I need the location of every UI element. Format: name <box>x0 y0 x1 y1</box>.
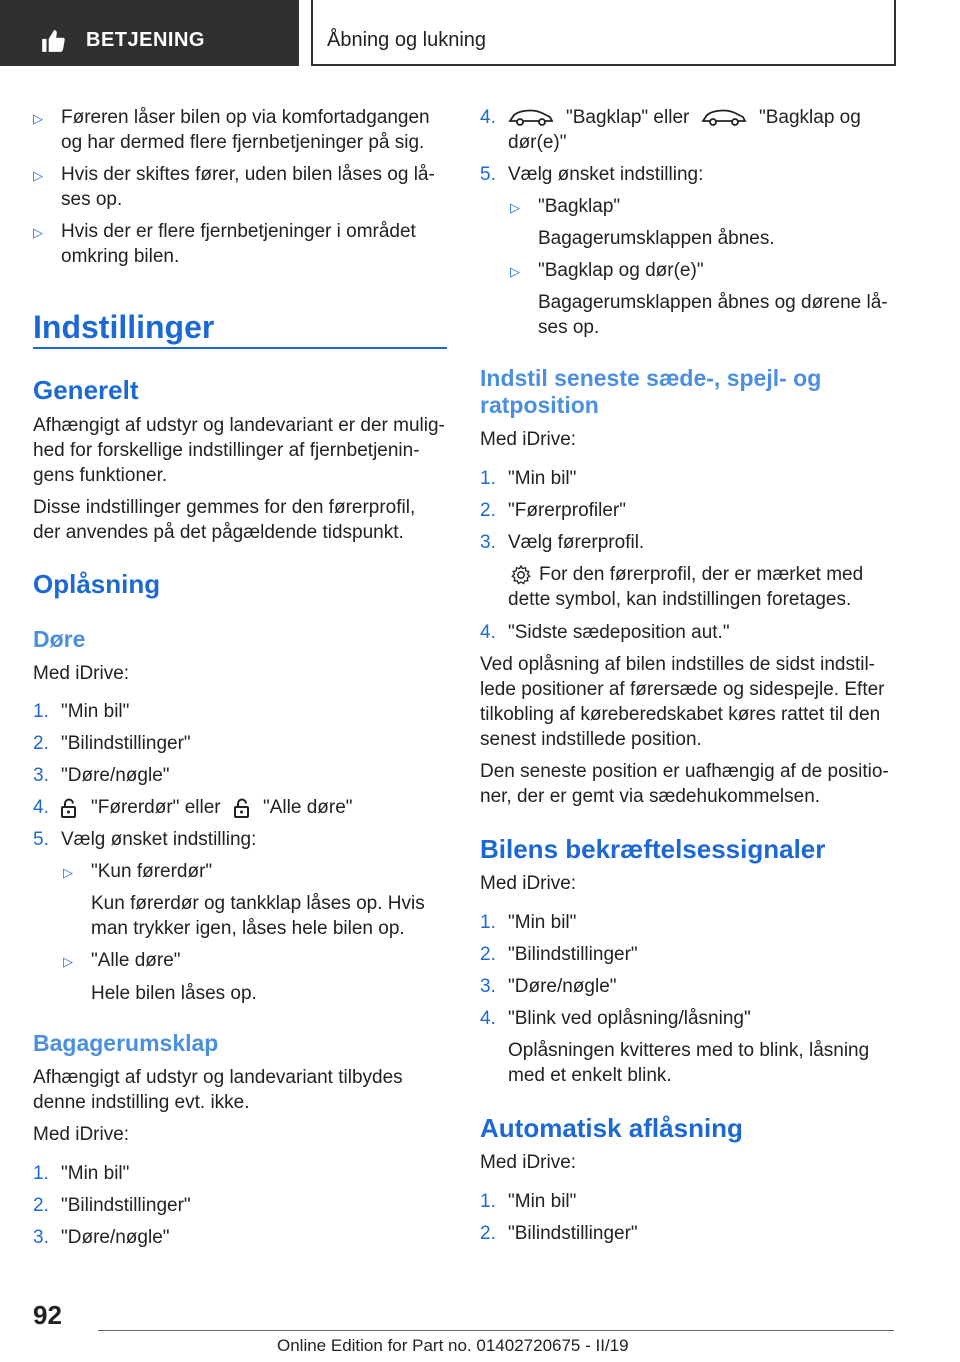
chapter-title: Åbning og lukning <box>327 29 487 51</box>
footer-edition: Online Edition for Part no. 01402720675 - II/19 <box>277 1336 629 1355</box>
step-number: 5. <box>480 164 496 185</box>
option-label: "Alle døre" <box>91 950 181 971</box>
car-tailgate-doors-icon <box>701 106 747 128</box>
text-line: ses op. <box>538 317 600 338</box>
step-text: "Døre/nøgle" <box>508 976 617 997</box>
step-text: Vælg førerprofil. <box>508 532 645 553</box>
step-number: 3. <box>480 976 496 997</box>
heading-dore: Døre <box>33 626 86 652</box>
bullet-triangle-icon: ▷ <box>63 954 73 969</box>
step-text: "Bagklap og <box>759 107 861 128</box>
text-line: Med iDrive: <box>480 1152 577 1173</box>
unlock-icon <box>232 797 254 819</box>
step-number: 1. <box>33 1163 49 1184</box>
step-number: 3. <box>33 1227 49 1248</box>
step-number: 2. <box>33 1195 49 1216</box>
text-line: denne indstilling evt. ikke. <box>33 1092 250 1113</box>
text-line: Oplåsningen kvitteres med to blink, låsning <box>508 1040 870 1061</box>
step-text: Vælg ønsket indstilling: <box>508 164 704 185</box>
step-text: "Døre/nøgle" <box>61 1227 170 1248</box>
heading-oplasning: Oplåsning <box>33 569 161 599</box>
step-number: 5. <box>33 829 49 850</box>
step-number: 2. <box>480 944 496 965</box>
text-line: Kun førerdør og tankklap låses op. Hvis <box>91 893 425 914</box>
text-line: Føreren låser bilen op via komfortadgangen <box>61 107 430 128</box>
chapter-title-box <box>311 0 896 66</box>
step-text: "Bilindstillinger" <box>508 944 638 965</box>
text-line: Den seneste position er uafhængig af de positio- <box>480 761 889 782</box>
step-text: "Bilindstillinger" <box>61 733 191 754</box>
option-label: "Kun førerdør" <box>91 861 213 882</box>
footer-rule <box>98 1330 894 1331</box>
step-text: "Døre/nøgle" <box>61 765 170 786</box>
text-line: der anvendes på det pågældende tidspunkt. <box>33 522 404 543</box>
step-number: 3. <box>480 532 496 553</box>
step-text: "Bagklap" eller <box>566 107 690 128</box>
text-line: omkring bilen. <box>61 246 180 267</box>
text-line: Hele bilen låses op. <box>91 983 257 1004</box>
heading-automatisk-aflasning: Automatisk aflåsning <box>480 1113 743 1143</box>
step-number: 4. <box>480 107 496 128</box>
text-line: Bagagerumsklappen åbnes. <box>538 228 775 249</box>
step-number: 2. <box>480 500 496 521</box>
thumbs-up-icon <box>40 28 66 54</box>
heading-seneste: Indstil seneste sæde-, spejl- og <box>480 365 822 391</box>
option-label: "Bagklap og dør(e)" <box>538 260 704 281</box>
step-text: "Min bil" <box>508 912 577 933</box>
car-tailgate-icon <box>508 106 554 128</box>
text-line: Afhængigt af udstyr og landevariant tilbydes <box>33 1067 403 1088</box>
step-text: "Sidste sædeposition aut." <box>508 622 730 643</box>
bullet-triangle-icon: ▷ <box>510 264 520 279</box>
text-line: hed for forskellige indstillinger af fjernbetjenin- <box>33 440 420 461</box>
step-number: 2. <box>33 733 49 754</box>
text-line: Med iDrive: <box>480 873 577 894</box>
step-text: "Bilindstillinger" <box>508 1223 638 1244</box>
text-line: senest indstillede position. <box>480 729 702 750</box>
heading-seneste-line2: ratposition <box>480 392 599 418</box>
step-text: "Min bil" <box>61 701 130 722</box>
step-text: "Blink ved oplåsning/låsning" <box>508 1008 751 1029</box>
page-header <box>0 0 960 66</box>
bullet-triangle-icon: ▷ <box>33 111 43 126</box>
step-text: "Førerdør" eller <box>91 797 221 818</box>
step-number: 1. <box>480 468 496 489</box>
text-line: Ved oplåsning af bilen indstilles de sidst indstil- <box>480 654 876 675</box>
text-line: Afhængigt af udstyr og landevariant er der mulig- <box>33 415 445 436</box>
text-line: man trykker igen, låses hele bilen op. <box>91 918 405 939</box>
heading-bekraeftelsessignaler: Bilens bekræftelsessignaler <box>480 834 826 864</box>
bullet-triangle-icon: ▷ <box>33 168 43 183</box>
step-text: Vælg ønsket indstilling: <box>61 829 257 850</box>
option-label: "Bagklap" <box>538 196 621 217</box>
step-number: 3. <box>33 765 49 786</box>
bullet-triangle-icon: ▷ <box>63 865 73 880</box>
step-text: dør(e)" <box>508 132 567 153</box>
step-number: 1. <box>480 912 496 933</box>
step-text: "Min bil" <box>508 1191 577 1212</box>
text-line: For den førerprofil, der er mærket med <box>539 564 864 585</box>
text-line: ses op. <box>61 189 123 210</box>
step-number: 4. <box>33 797 49 818</box>
section-tab[interactable] <box>0 0 299 66</box>
text-line: Disse indstillinger gemmes for den førerprofil, <box>33 497 416 518</box>
text-line: og har dermed flere fjernbetjeninger på sig. <box>61 132 425 153</box>
text-line: Med iDrive: <box>33 663 130 684</box>
text-line: Hvis der er flere fjernbetjeninger i området <box>61 221 416 242</box>
step-text: "Alle døre" <box>263 797 353 818</box>
bullet-triangle-icon: ▷ <box>33 225 43 240</box>
step-text: "Bilindstillinger" <box>61 1195 191 1216</box>
step-number: 4. <box>480 1008 496 1029</box>
heading-rule <box>33 347 447 349</box>
gear-settings-icon <box>510 564 532 586</box>
section-label: BETJENING <box>86 29 205 51</box>
heading-indstillinger: Indstillinger <box>33 309 215 345</box>
text-line: lede positioner af førersæde og sidespejle. Efter <box>480 679 885 700</box>
page-number: 92 <box>33 1300 62 1330</box>
step-number: 1. <box>480 1191 496 1212</box>
text-line: tilkobling af køreberedskabet køres rattet til den <box>480 704 881 725</box>
text-line: Bagagerumsklappen åbnes og dørene lå- <box>538 292 888 313</box>
text-line: gens funktioner. <box>33 465 168 486</box>
step-text: "Førerprofiler" <box>508 500 626 521</box>
text-line: Med iDrive: <box>480 429 577 450</box>
text-line: Med iDrive: <box>33 1124 130 1145</box>
text-line: ner, der er gemt via sædehukommelsen. <box>480 786 821 807</box>
heading-generelt: Generelt <box>33 375 139 405</box>
text-line: Hvis der skiftes fører, uden bilen låses og lå- <box>61 164 435 185</box>
step-text: "Min bil" <box>61 1163 130 1184</box>
step-text: "Min bil" <box>508 468 577 489</box>
text-line: dette symbol, kan indstillingen foretages. <box>508 589 852 610</box>
bullet-triangle-icon: ▷ <box>510 200 520 215</box>
step-number: 4. <box>480 622 496 643</box>
step-number: 1. <box>33 701 49 722</box>
heading-bagagerumsklap: Bagagerumsklap <box>33 1030 219 1056</box>
step-number: 2. <box>480 1223 496 1244</box>
unlock-icon <box>59 797 81 819</box>
text-line: med et enkelt blink. <box>508 1065 672 1086</box>
